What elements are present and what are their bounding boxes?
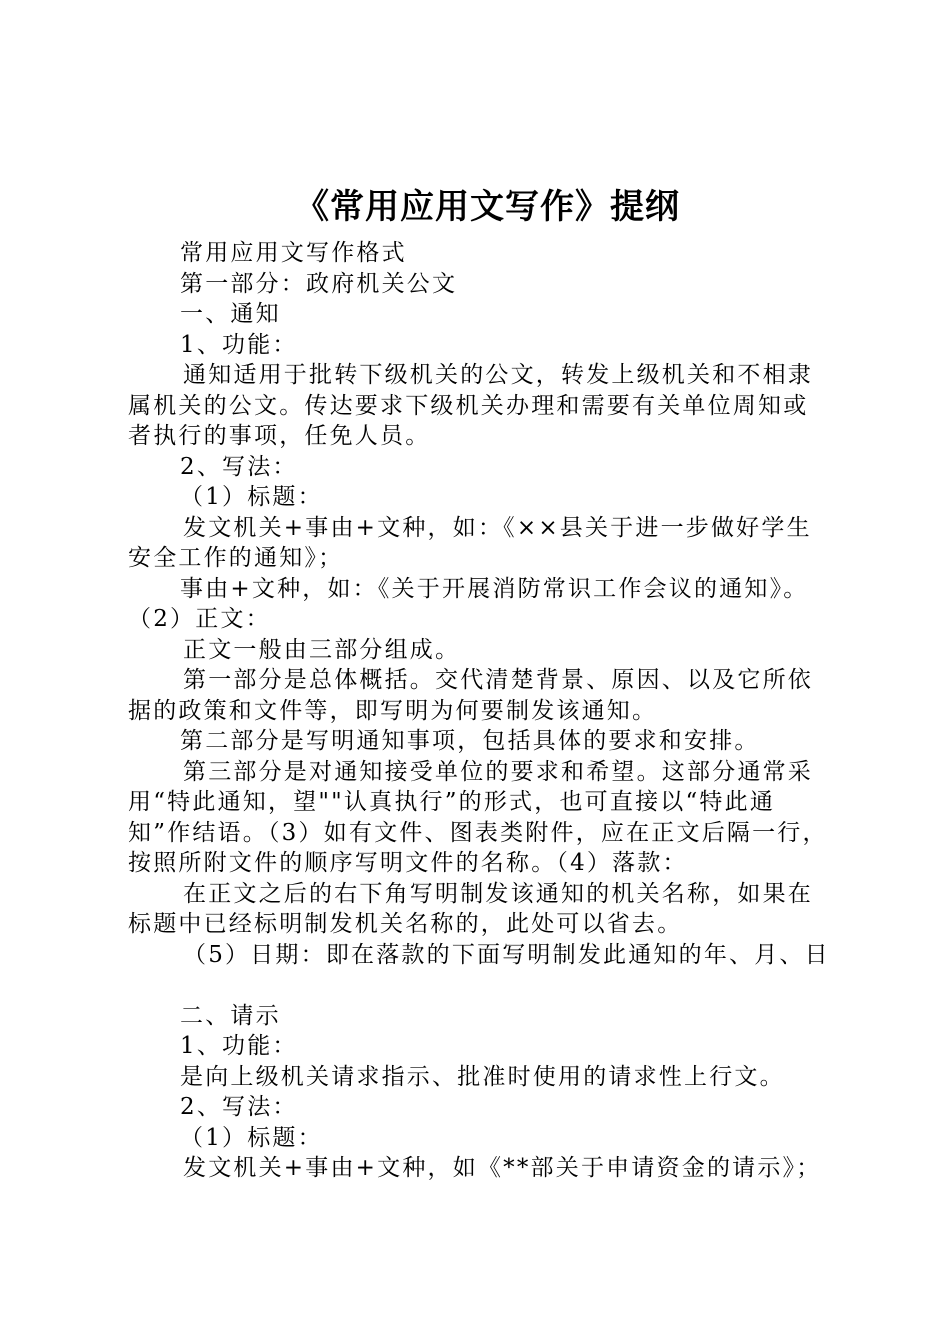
text-line: 发文机关+事由+文种，如：《××县关于进一步做好学生 bbox=[183, 514, 812, 541]
section-heading: 二、请示 bbox=[180, 1002, 281, 1029]
section-heading: 一、通知 bbox=[180, 301, 281, 327]
text-line: 发文机关+事由+文种，如《**部关于申请资金的请示》； bbox=[183, 1155, 822, 1181]
text-line: 事由+文种，如：《关于开展消防常识工作会议的通知》。 bbox=[180, 575, 809, 602]
text-line: 在正文之后的右下角写明制发该通知的机关名称，如果在 bbox=[183, 880, 813, 907]
text-line: 据的政策和文件等，即写明为何要制发该通知。 bbox=[128, 697, 658, 724]
text-line: 属机关的公文。传达要求下级机关办理和需要有关单位周知或 bbox=[128, 392, 809, 419]
text-line: 第一部分是总体概括。交代清楚背景、原因、以及它所依 bbox=[183, 667, 813, 693]
text-line: 是向上级机关请求指示、批准时使用的请求性上行文。 bbox=[180, 1063, 785, 1090]
text-line: 安全工作的通知》； bbox=[128, 545, 344, 571]
text-line: 常用应用文写作格式 bbox=[180, 240, 407, 266]
document-title: 《常用应用文写作》提纲 bbox=[295, 187, 680, 227]
subheading: （1）标题： bbox=[180, 1124, 323, 1151]
text-line: 标题中已经标明制发机关名称的，此处可以省去。 bbox=[128, 911, 683, 937]
text-line: （5）日期：即在落款的下面写明制发此通知的年、月、日 bbox=[183, 941, 830, 968]
subheading: （2）正文： bbox=[128, 606, 271, 632]
subheading: 1、功能： bbox=[180, 331, 298, 358]
subheading: 1、功能： bbox=[180, 1033, 298, 1059]
document-body bbox=[128, 238, 840, 1184]
subheading: 2、写法： bbox=[180, 1094, 298, 1120]
text-line: 第二部分是写明通知事项，包括具体的要求和安排。 bbox=[180, 728, 760, 754]
text-line: 通知适用于批转下级机关的公文，转发上级机关和不相隶 bbox=[183, 362, 813, 388]
text-line: 按照所附文件的顺序写明文件的名称。（4）落款： bbox=[128, 850, 688, 876]
subheading: （1）标题： bbox=[180, 484, 323, 510]
subheading: 2、写法： bbox=[180, 453, 298, 480]
text-line: 正文一般由三部分组成。 bbox=[183, 636, 461, 663]
text-line: 第三部分是对通知接受单位的要求和希望。这部分通常采 bbox=[183, 758, 813, 785]
text-line: 用“特此通知，望""认真执行”的形式，也可直接以“特此通 bbox=[128, 789, 776, 815]
blank-line bbox=[128, 970, 840, 1001]
text-line: 第一部分：政府机关公文 bbox=[180, 270, 458, 297]
text-line: 者执行的事项，任免人员。 bbox=[128, 423, 431, 449]
text-line: 知”作结语。（3）如有文件、图表类附件，应在正文后隔一行， bbox=[128, 819, 828, 846]
